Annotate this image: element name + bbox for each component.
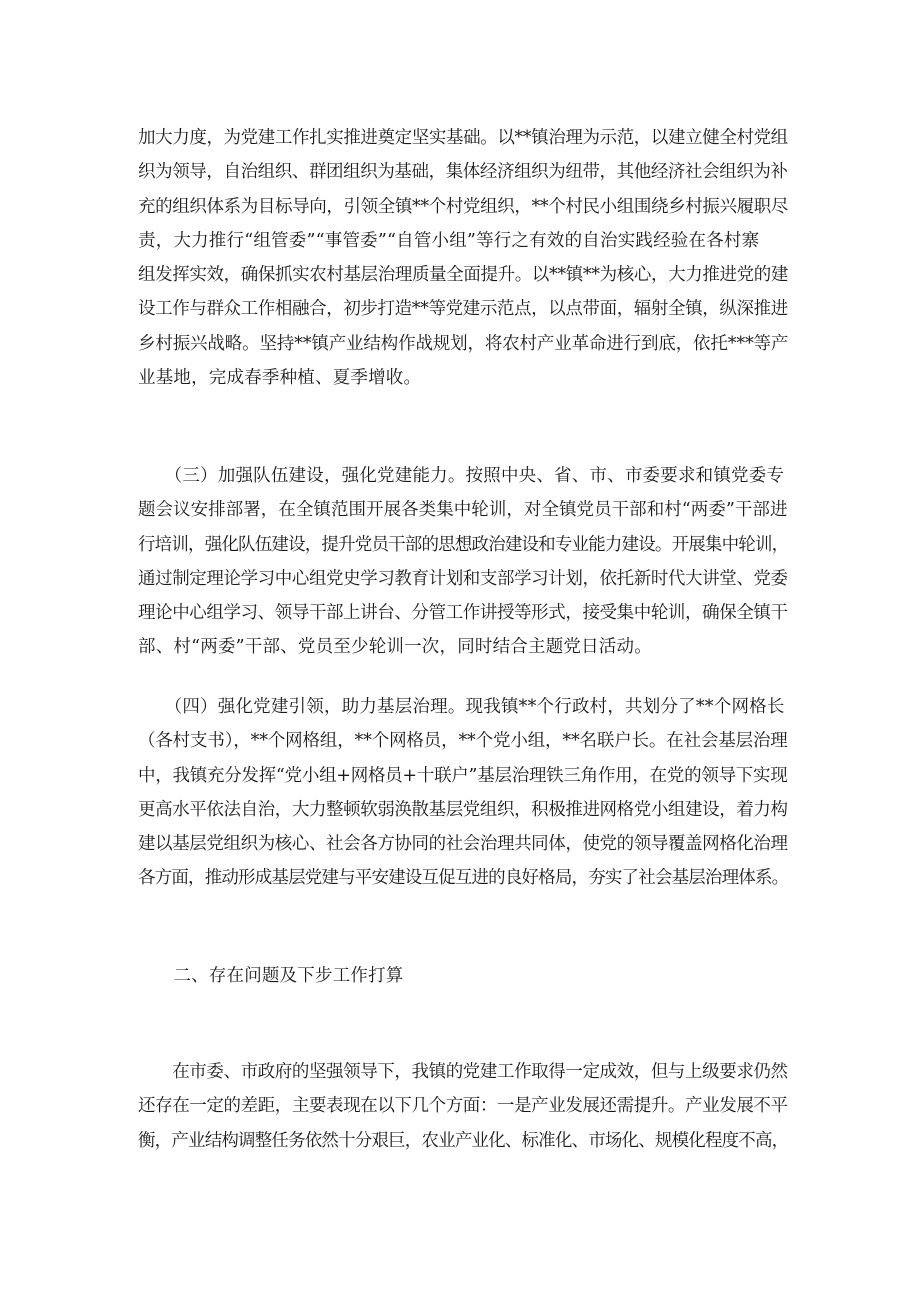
text-line: 建以基层党组织为核心、社会各方协同的社会治理共同体，使党的领导覆盖网格化治理 [138,834,788,855]
paragraph-grassroots-governance [138,690,788,896]
paragraph-existing-problems [138,1055,788,1158]
text-line: 理论中心组学习、领导干部上讲台、分管工作讲授等形式，接受集中轮训，确保全镇干 [138,603,788,624]
text-line: 乡村振兴战略。坚持**镇产业结构作战规划，将农村产业革命进行到底，依托***等产 [138,333,789,354]
text-line: （三）加强队伍建设，强化党建能力。按照中央、省、市、市委要求和镇党委专 [138,466,785,486]
text-line: 行培训，强化队伍建设，提升党员干部的思想政治建设和专业能力建设。开展集中轮训， [138,534,789,555]
text-line: 充的组织体系为目标导向，引领全镇**个村党组织，**个村民小组围绕乡村振兴履职尽 [138,196,788,217]
paragraph-grassroots-foundation [138,121,788,395]
text-line: 二、存在问题及下步工作打算 [138,966,404,986]
text-line: （各村支书），**个网格组，**个网格员，**个党小组，**名联户长。在社会基层治理 [138,731,788,752]
text-line: 加大力度，为党建工作扎实推进奠定坚实基础。以**镇治理为示范，以建立健全村党组 [138,128,788,148]
paragraph-team-building [138,459,788,665]
text-line: 中，我镇充分发挥“党小组+网格员+十联户”基层治理铁三角作用，在党的领导下实现 [138,765,788,786]
text-line: 业基地，完成春季种植、夏季增收。 [138,368,422,389]
text-line: 更高水平依法自治，大力整顿软弱涣散基层党组织，积极推进网格党小组建设，着力构 [138,799,788,820]
text-line: 衡，产业结构调整任务依然十分艰巨，农业产业化、标准化、市场化、规模化程度不高， [138,1130,789,1151]
text-line: 设工作与群众工作相融合，初步打造**等党建示范点，以点带面，辐射全镇，纵深推进 [138,299,788,320]
text-line: 还存在一定的差距，主要表现在以下几个方面：一是产业发展还需提升。产业发展不平 [138,1096,788,1117]
text-line: 组发挥实效，确保抓实农村基层治理质量全面提升。以**镇**为核心，大力推进党的建 [138,265,788,286]
text-line: 在市委、市政府的坚强领导下，我镇的党建工作取得一定成效，但与上级要求仍然 [138,1062,788,1082]
text-line: 通过制定理论学习中心组党史学习教育计划和支部学习计划，依托新时代大讲堂、党委 [138,568,788,589]
section-heading-problems-and-plans [138,959,788,993]
text-line: 题会议安排部署，在全镇范围开展各类集中轮训，对全镇党员干部和村“两委”干部进 [138,500,788,521]
text-line: 责，大力推行“组管委”“事管委”“自管小组”等行之有效的自治实践经验在各村寨 [138,230,760,251]
text-line: 各方面，推动形成基层党建与平安建设互促互进的良好格局，夯实了社会基层治理体系。 [138,868,789,889]
text-line: 织为领导，自治组织、群团组织为基础，集体经济组织为纽带，其他经济社会组织为补 [138,162,788,183]
text-line: （四）强化党建引领，助力基层治理。现我镇**个行政村，共划分了**个网格长 [138,697,785,717]
text-line: 部、村“两委”干部、党员至少轮训一次，同时结合主题党日活动。 [138,637,652,658]
